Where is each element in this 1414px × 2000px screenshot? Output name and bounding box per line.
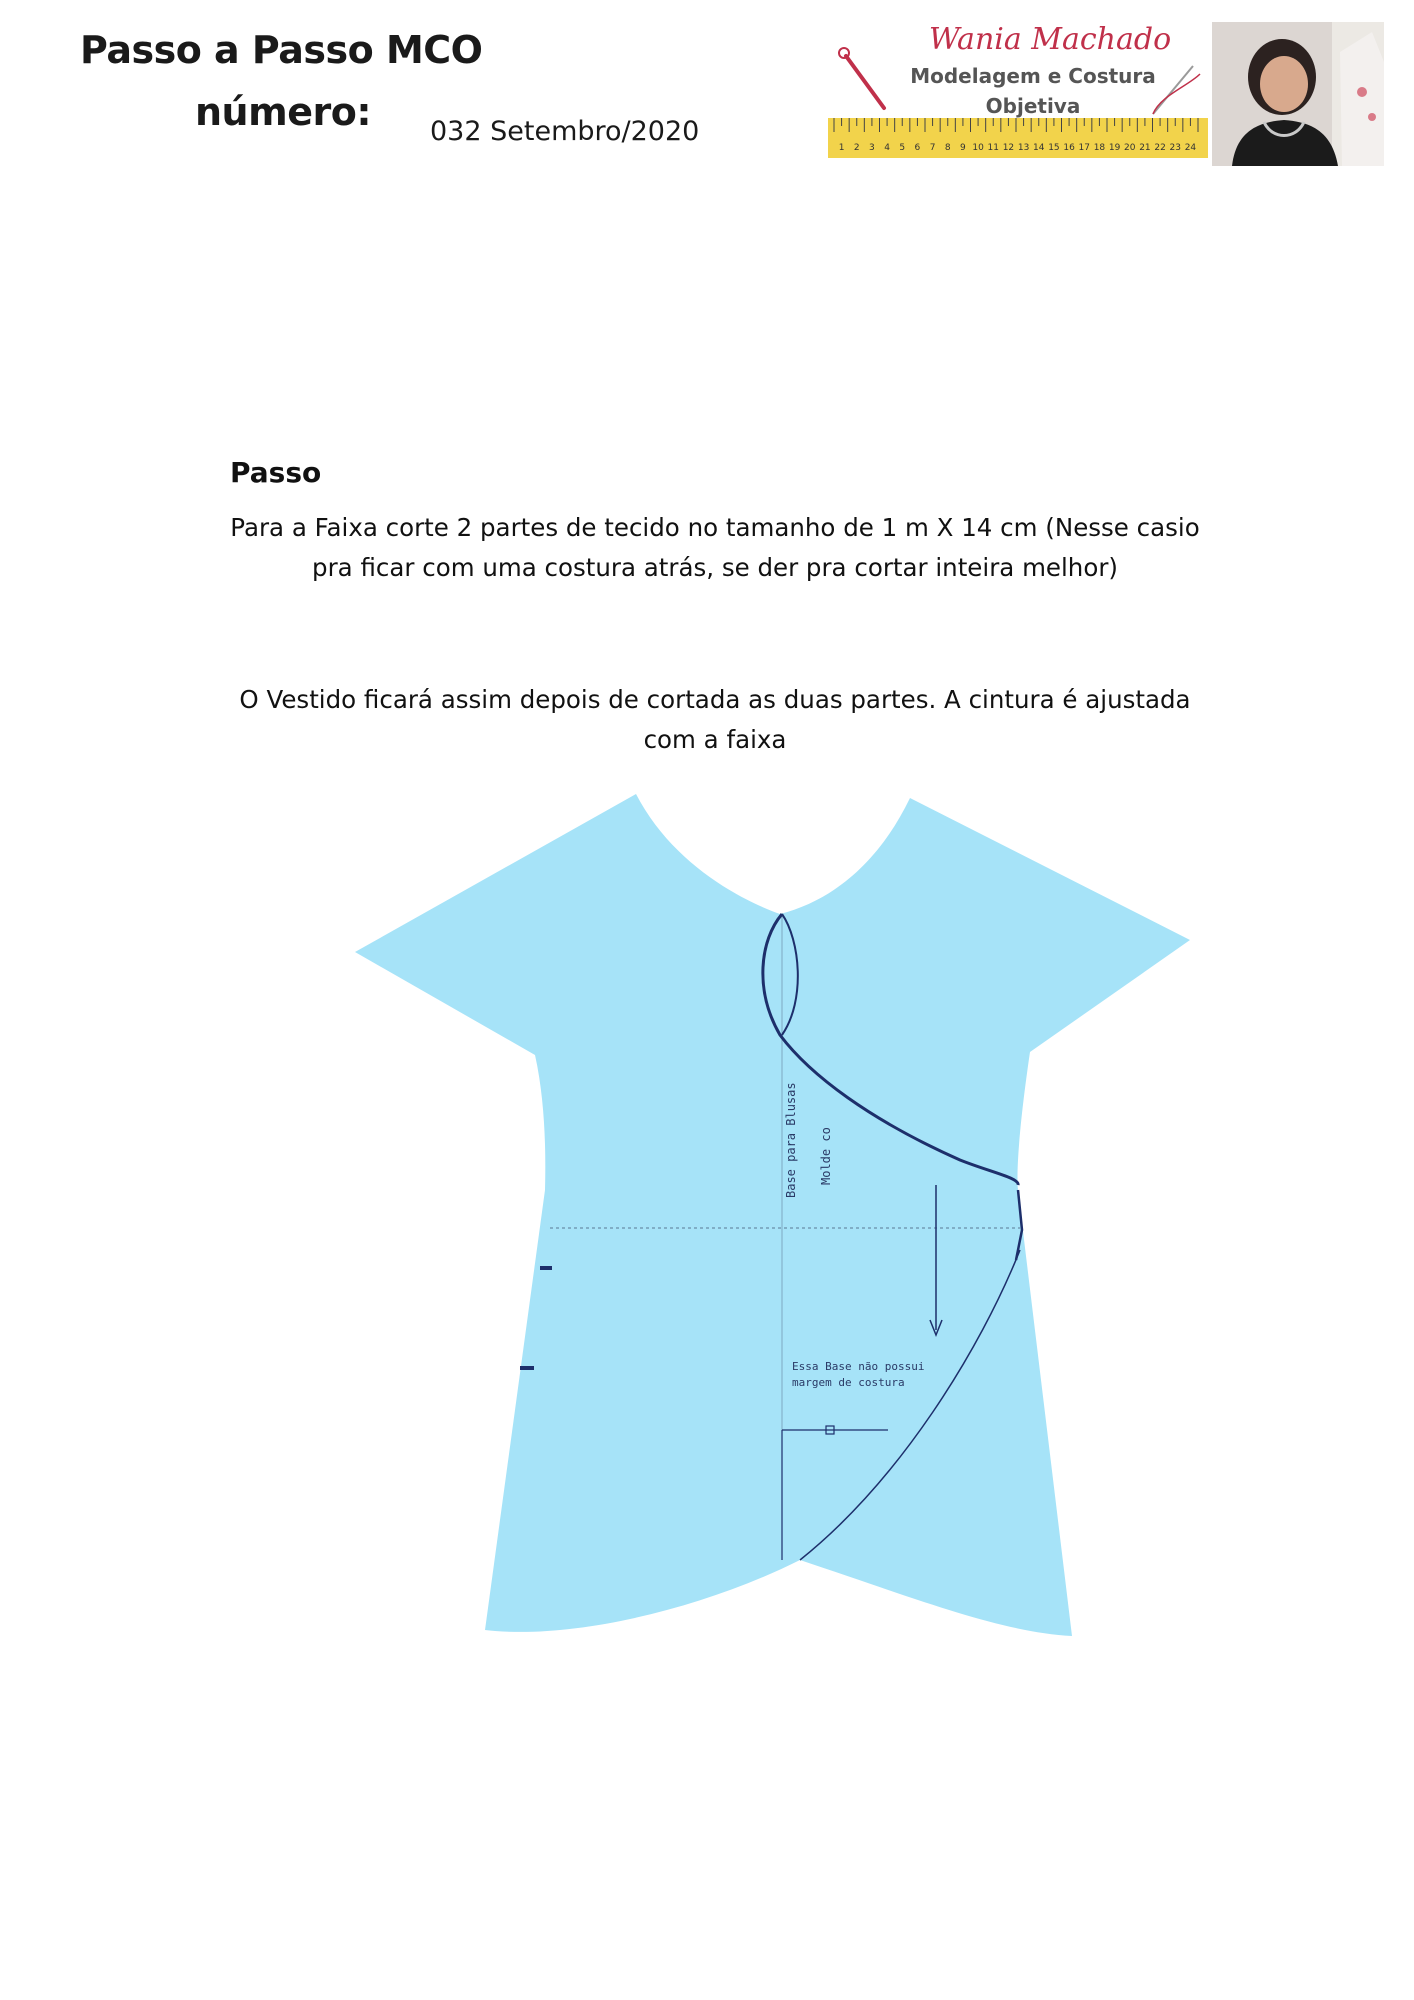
ruler-number: 4 <box>884 143 890 153</box>
ruler-number: 23 <box>1169 143 1181 153</box>
ruler-number: 17 <box>1078 143 1090 153</box>
ruler-number: 24 <box>1184 143 1197 153</box>
edition-date: 032 Setembro/2020 <box>430 116 700 147</box>
ruler-number: 14 <box>1033 143 1045 153</box>
logo-tagline-1: Modelagem e Costura <box>910 64 1156 88</box>
note-line-2: margem de costura <box>792 1376 905 1389</box>
logo-tagline-2: Objetiva <box>985 94 1081 118</box>
step-label: Passo <box>230 456 322 489</box>
pattern-silhouette <box>355 794 1190 1636</box>
ruler-number: 19 <box>1108 143 1121 153</box>
ruler-number: 16 <box>1063 143 1075 153</box>
ruler-number: 21 <box>1139 143 1151 153</box>
step-instructions: Para a Faixa corte 2 partes de tecido no tamanho de 1 m X 14 cm (Nesse casio pra ficar com uma costura atrás, se der pra cortar inteira melhor) <box>230 513 1200 582</box>
ruler-number: 3 <box>869 143 875 153</box>
ruler-number: 2 <box>853 143 860 153</box>
dress-pattern-figure <box>340 790 1220 1670</box>
label-molde: Molde co <box>819 1127 833 1185</box>
ruler-number: 9 <box>960 143 966 153</box>
ruler-number: 8 <box>944 143 951 153</box>
measuring-tape <box>828 118 1208 158</box>
ruler-number: 7 <box>929 143 936 153</box>
logo-script-name: Wania Machado <box>928 22 1172 57</box>
figure-caption: O Vestido ficará assim depois de cortada as duas partes. A cintura é ajustada com a faixa <box>239 685 1191 754</box>
ruler-number: 20 <box>1124 143 1136 153</box>
ruler-number: 5 <box>899 143 906 153</box>
ruler-number: 10 <box>972 143 984 153</box>
author-photo <box>1212 22 1384 166</box>
ruler-number: 6 <box>914 143 921 153</box>
label-base-blusas: Base para Blusas <box>784 1082 798 1198</box>
dress-pattern-drawing <box>340 790 1220 1670</box>
document-title: Passo a Passo MCO <box>80 28 483 72</box>
author-photo-image <box>1212 22 1384 166</box>
brand-logo <box>828 16 1208 166</box>
ruler-number: 12 <box>1002 143 1015 153</box>
ruler-number: 11 <box>987 143 999 153</box>
note-line-1: Essa Base não possui <box>792 1360 925 1373</box>
ruler-number: 22 <box>1154 143 1166 153</box>
ruler-number: 15 <box>1048 143 1060 153</box>
ruler-number: 13 <box>1017 143 1030 153</box>
document-number-label: número: <box>195 90 372 134</box>
ruler-number: 18 <box>1093 143 1106 153</box>
ruler-number: 1 <box>838 143 845 153</box>
